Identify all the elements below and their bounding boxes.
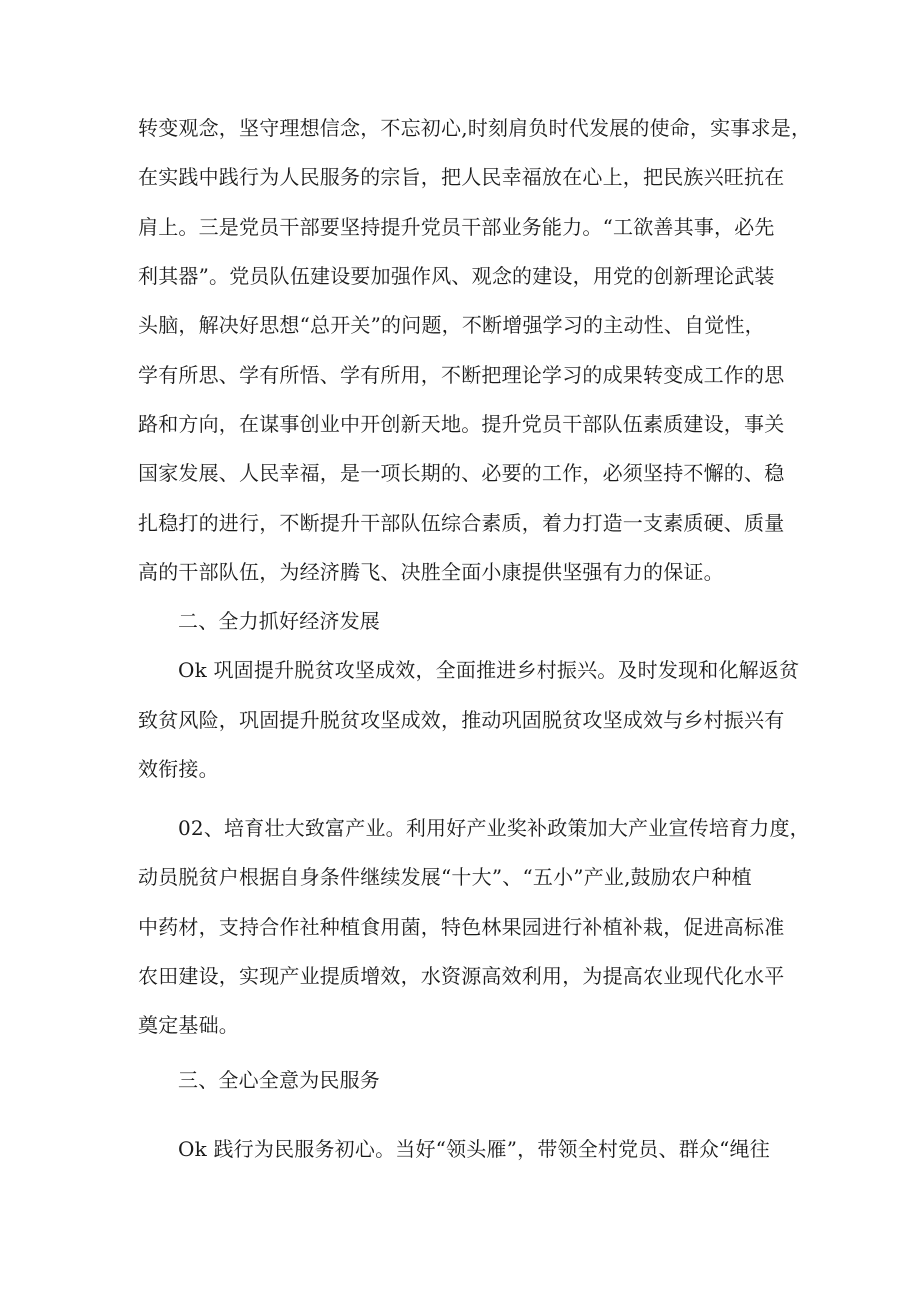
paragraph-line: 转变观念，坚守理想信念，不忘初心,时刻肩负时代发展的使命，实事求是， [138, 116, 812, 140]
paragraph-line: 路和方向，在谋事创业中开创新天地。提升党员干部队伍素质建设，事关 [138, 412, 785, 436]
paragraph-line: 动员脱贫户根据自身条件继续发展“十大”、“五小”产业,鼓励农户种植 [138, 865, 752, 889]
paragraph-line: 农田建设，实现产业提质增效，水资源高效利用，为提高农业现代化水平 [138, 964, 785, 988]
paragraph-line: 效衔接。 [138, 757, 219, 781]
paragraph-line: 利其器”。党员队伍建设要加强作风、观念的建设，用党的创新理论武装 [138, 264, 775, 288]
paragraph-line: 国家发展、人民幸福，是一项长期的、必要的工作，必须坚持不懈的、稳 [138, 461, 785, 485]
paragraph-line: 头脑，解决好思想“总开关”的问题，不断增强学习的主动性、自觉性， [138, 313, 765, 337]
paragraph-line: 学有所思、学有所悟、学有所用，不断把理论学习的成果转变成工作的思 [138, 363, 785, 387]
section-heading: 三、全心全意为民服务 [178, 1068, 380, 1092]
paragraph-line: 扎稳打的进行，不断提升干部队伍综合素质，着力打造一支素质硬、质量 [138, 511, 785, 535]
paragraph-line: 奠定基础。 [138, 1013, 239, 1037]
section-heading: 二、全力抓好经济发展 [178, 609, 380, 633]
paragraph-line: 在实践中践行为人民服务的宗旨，把人民幸福放在心上，把民族兴旺抗在 [138, 165, 785, 189]
paragraph-line: 致贫风险，巩固提升脱贫攻坚成效，推动巩固脱贫攻坚成效与乡村振兴有 [138, 708, 785, 732]
paragraph-line: 02、培育壮大致富产业。利用好产业奖补政策加大产业宣传培育力度， [178, 816, 810, 840]
paragraph-line: 中药材，支持合作社种植食用菌，特色林果园进行补植补栽，促进高标准 [138, 915, 785, 939]
paragraph-line: 高的干部队伍，为经济腾飞、决胜全面小康提供坚强有力的保证。 [138, 560, 724, 584]
paragraph-line: 肩上。三是党员干部要坚持提升党员干部业务能力。“工欲善其事，必先 [138, 215, 775, 239]
paragraph-line: Ok 巩固提升脱贫攻坚成效，全面推进乡村振兴。及时发现和化解返贫 [178, 658, 800, 682]
paragraph-line: Ok 践行为民服务初心。当好“领头雁”，带领全村党员、群众“绳往 [178, 1137, 770, 1161]
